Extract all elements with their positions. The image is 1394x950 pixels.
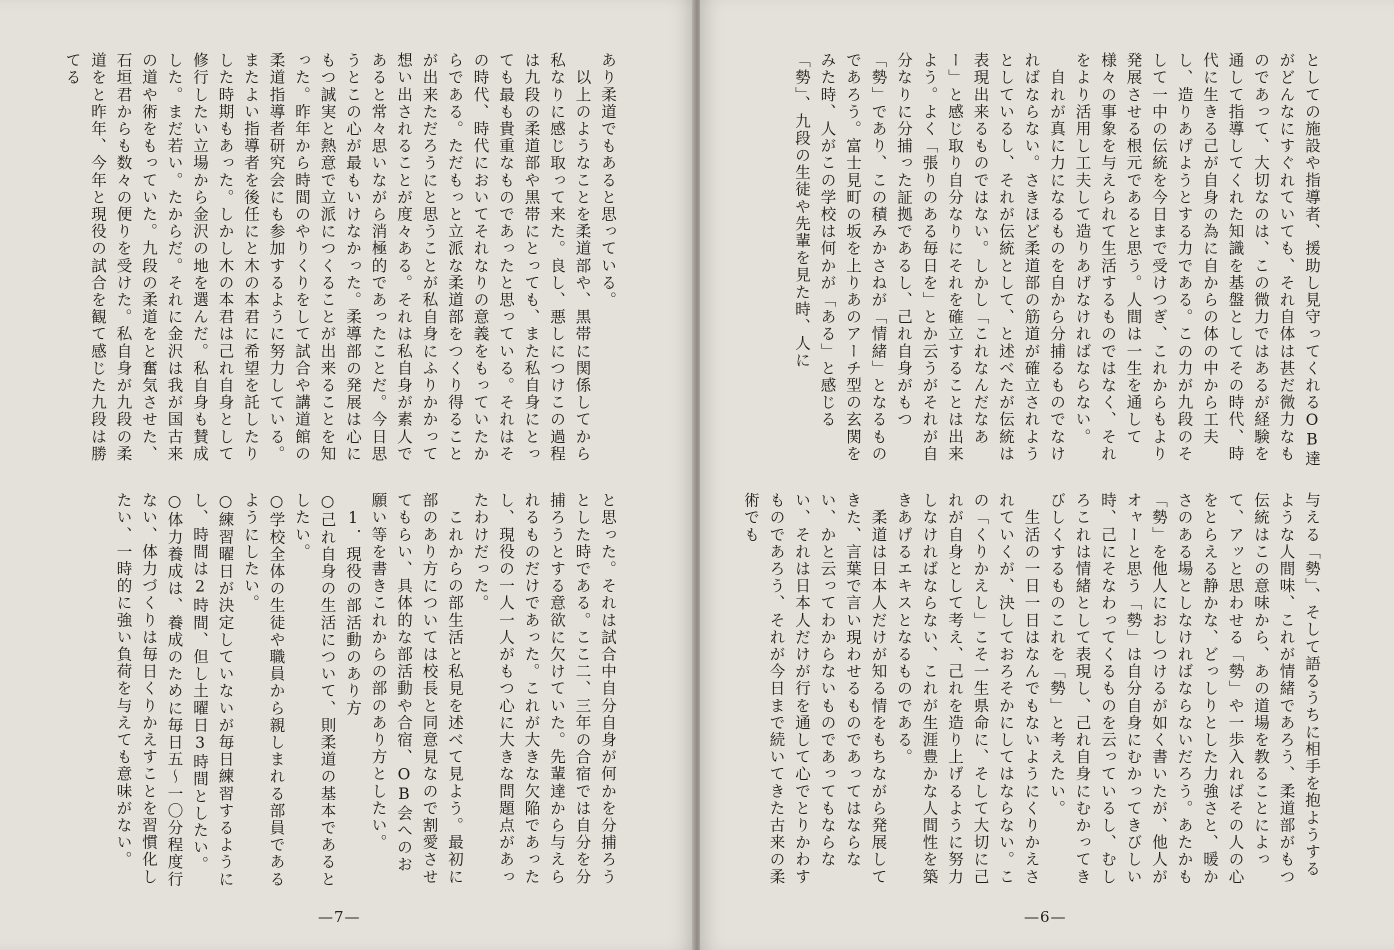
left-upper-paragraphs: あり柔道でもあると思っている。 以上のようなことを柔道部や、黒帯に関係してから私なりに感じ取って来た。良し、悪しにつけこの過程は九段の柔道部や黒帯にとっても、また私自身にとっても最も貴重なものであったと思っている。それはその時代、時代においてそれなりの意義をもっていたからである。ただもっと立派な柔道部をつくり得ることが出来ただろうにと思うことが私自身にふりかかって想い出されることが度々ある。それは私自身が素人であると常々思いながら消極的であったことだ。今日思うとこの心が最もいけなかった。柔導部の発展は心にもつ誠実と熱意で立派につくることが出来ることを知った。昨年から時間のやりくりをして試合や講道館の柔道指導者研究会にも参加するように努力している。またよい指導者を後任にと木の本君に希望を託したりした時期もあった。しかし木の本君は己れ自身として修行したい立場から金沢の地を選んだ。私自身も賛成した。まだ若い。たからだ。それに金沢は我が国古来の道や術をもっていた。九段の柔道をと奮気させた、石垣君からも数々の便りを受けた。私自身が九段の柔道をと昨年、今年と現役の試合を観て感じた九段は勝てる xyxy=(63,52,617,463)
right-page xyxy=(700,0,1394,950)
left-lower-paragraphs: と思った。それは試合中自分自身が何かを分捕ろうとした時である。ここ二、三年の合宿では自分を分捕ろうとする意欲に欠けていた。先輩達から与えられるものだけであった。これが大きな欠陥であったし、現役の一人一人がもつ心に大きな問題点があったわけだった。 これからの部生活と私見を述べて見よう。最初に部のあり方については校長と同意見なので割愛させてもらい、具体的な部活動や合宿、OB会へのお願い等を書きこれからの部のあり方としたい。 1．現役の部活動のあり方 ○己れ自身の生活について、則柔道の基本であるとしたい。 ○学校全体の生徒や職員から親しまれる部員であるようにしたい。 ○練習曜日が決定していないが毎日練習するようにし、時間は2時間、但し土曜日3時間としたい。 ○体力養成は、養成のために毎日五〜一〇分程度行ない、体力づくりは毎日くりかえすことを習慣化したい、一時的に強い負荷を与えても意味がない。 xyxy=(114,492,617,888)
left-page xyxy=(0,0,694,950)
right-lower-paragraphs: 与える「勢」、そして語るうちに相手を抱ようするような人間味、これが情緒であろう、柔道部がもつ伝統はこの意味から、あの道場を教ることによって、アッと思わせる「勢」や一歩入ればその人の心をとらえる静かな、どっしりとした力強さと、暖かさのある場としなければならないだろう。あたかも「勢」を他人におしつけるが如く書いたが、他人がオャーと思う「勢」は自分自身にむかってきびしい時、己にそなわってくるものを云っているし、むしろこれは情緒として表現し、己れ自身にむかってきびしくするものこれを「勢」と考えたい。 生活の一日一日はなんでもないようにくりかえされていくが、決しておろそかにしてはならない。この「くりかえし」こそ一生県命に、そして大切に己れが自身として考え、己れを造り上げるように努力しなければならない、これが生涯豊かな人間性を築きあげるエキスとなるものである。 柔道は日本人だけが知る情をもちながら発展してきた、言葉で言い現わせるものであってはならない、かと云ってわからないものであってもならない、それは日本人だけが行を通して心でとりかわすものであろう、それが今日まで続いてきた古来の柔術でも xyxy=(742,492,1321,886)
page-number-right: —6— xyxy=(1024,908,1067,926)
right-upper-paragraphs: としての施設や指導者、援助し見守ってくれるOB達がどんなにすぐれていても、それ自体は甚だ微力なものであって、大切なのは、この微力ではあるが経験を通して指導してくれた知識を基盤としてその時代、時代に生きる己が自身の為に自からの体の中から工夫し、造りあげようとする力である。この力が九段のそして一中の伝統を今日まで受けつぎ、これからもより発展させる根元であると思う。人間は一生を通して様々の事象を与えられて生活するものではなく、それをより活用し工夫して造りあげなければならない。 自れが真に力になるものを自から分捕るものでなければならない。さきほど柔道部の筋道が確立されようとしているし、それが伝統として、と述べたが伝統は表現出来るものではない。しかし「これなんだなあー」と感じ取り自分なりにそれを確立することは出来よう。よく「張りのある毎日を」とか云うがそれが自分なりに分捕った証拠であるし、己れ自身がもつ「勢」であり、この積みかさねが「情緒」となるものであろう。富士見町の坂を上りあのアーチ型の玄関をみた時、人がこの学校は何かが「ある」と感じる「勢」、九段の生徒や先輩を見た時、人に xyxy=(793,52,1321,468)
page-number-left: —7— xyxy=(318,908,361,926)
left-page-upper-text xyxy=(63,52,620,468)
right-page-upper-text xyxy=(780,52,1324,468)
right-page-lower-text xyxy=(742,492,1324,888)
left-page-lower-text xyxy=(76,492,620,888)
